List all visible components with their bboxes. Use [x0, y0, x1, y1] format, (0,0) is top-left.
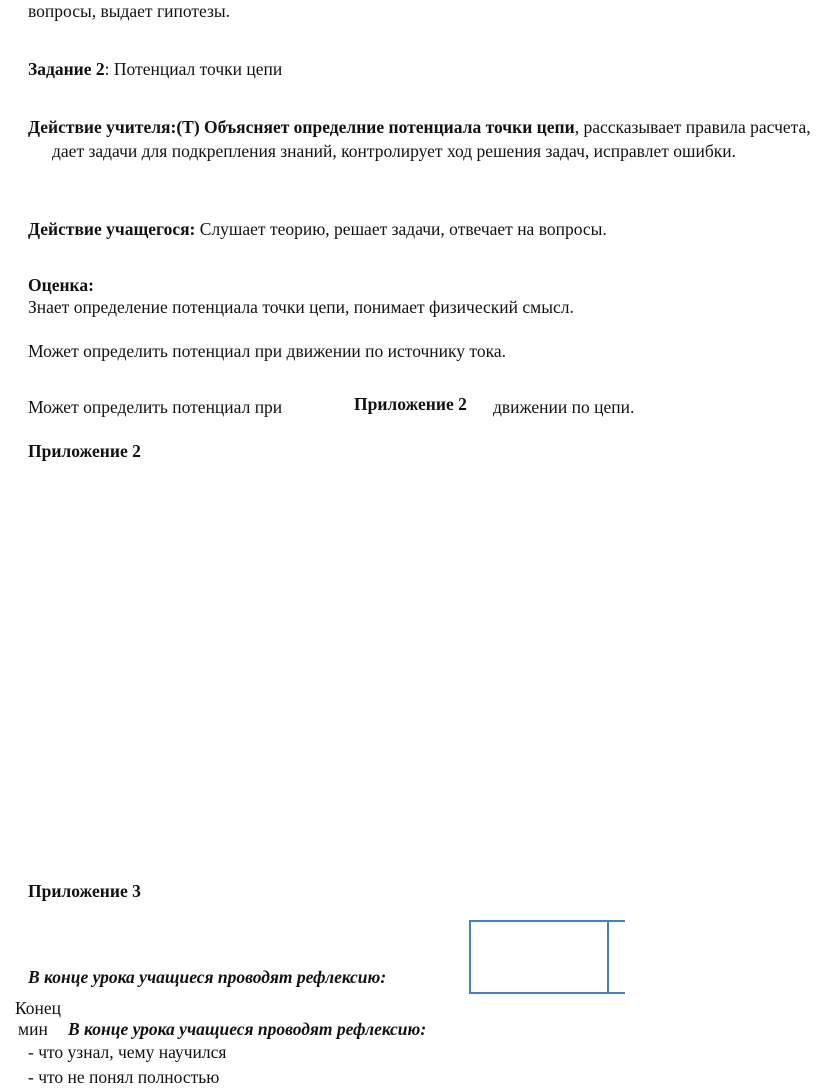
end-label: Конец: [15, 998, 62, 1018]
teacher-label: Действие учителя:(Т) Объясняет определние потенциала точки цепи: [28, 117, 575, 137]
list-item: - что не понял полностью: [28, 1067, 220, 1087]
teacher-text: , рассказывает правила расчета, дает задачи для подкрепления знаний, контролирует ход решения задач, исправлет ошибки.: [52, 117, 811, 161]
intro-line: вопросы, выдает гипотезы.: [28, 1, 231, 21]
appendix-overlay-label: Приложение 2: [354, 394, 467, 414]
min-label: мин: [18, 1019, 48, 1039]
frame-line-bottom: [609, 992, 625, 994]
appendix-2-heading: Приложение 2: [28, 441, 141, 461]
assessment-line-2: Может определить потенциал при движении по источнику тока.: [28, 341, 506, 361]
student-action: [28, 218, 607, 242]
assessment-line-3b: движении по цепи.: [493, 397, 635, 417]
task-sep: :: [104, 59, 114, 79]
task-heading: [28, 58, 282, 82]
assessment-line-1: Знает определение потенциала точки цепи, понимает физический смысл.: [28, 297, 574, 317]
appendix-3-heading: Приложение 3: [28, 881, 141, 901]
teacher-action: [28, 116, 816, 163]
student-text: Слушает теорию, решает задачи, отвечает на вопросы.: [195, 219, 607, 239]
reflection-heading-2: В конце урока учащиеся проводят рефлексию:: [68, 1019, 427, 1039]
reflection-heading-1: В конце урока учащиеся проводят рефлексию:: [28, 967, 387, 987]
task-text: Потенциал точки цепи: [113, 59, 283, 79]
assessment-line-3a: Может определить потенциал при: [28, 397, 283, 417]
task-label: Задание 2: [28, 59, 105, 79]
student-label: Действие учащегося:: [28, 219, 196, 239]
list-item: - что узнал, чему научился: [28, 1042, 227, 1062]
frame-line-top: [609, 920, 625, 922]
assessment-label: Оценка:: [28, 275, 94, 295]
empty-frame: [469, 920, 609, 994]
